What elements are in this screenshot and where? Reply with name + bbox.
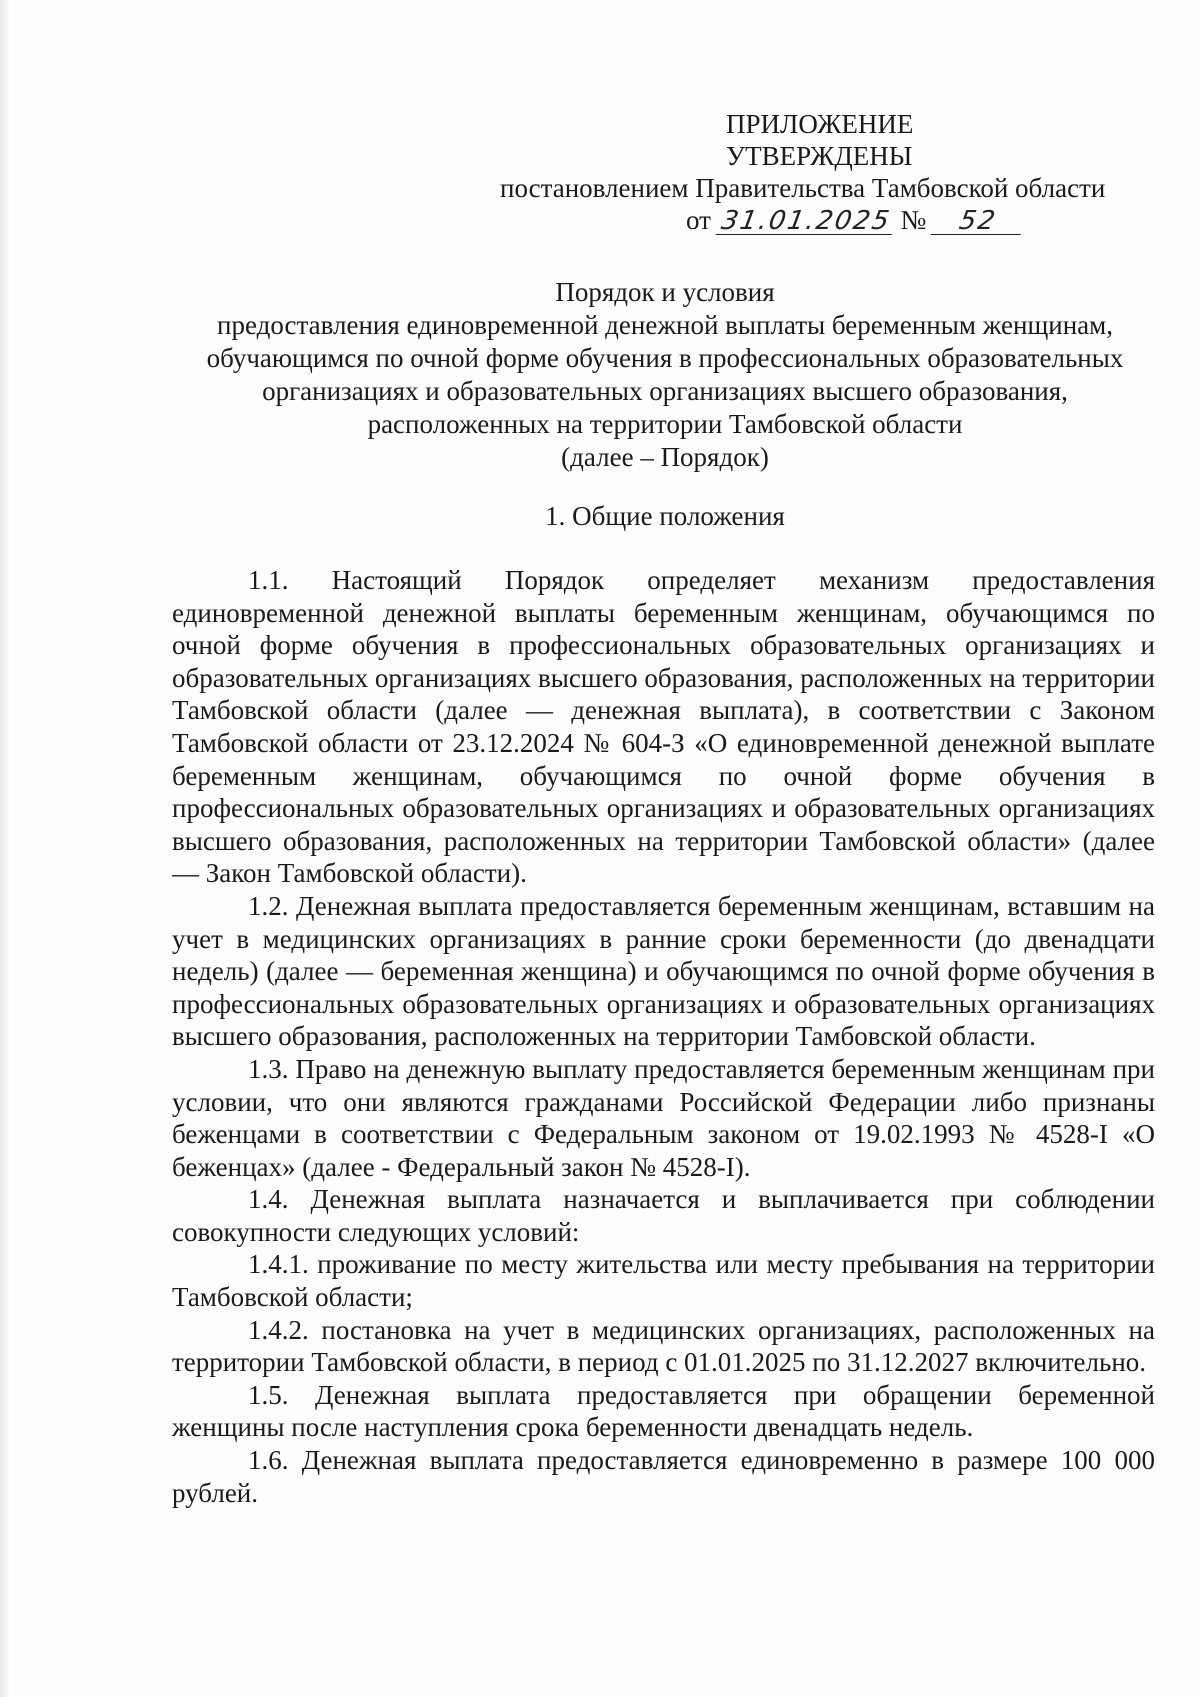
paragraph-1-6: 1.6. Денежная выплата предоставляется единовременно в размере 100 000 рублей. xyxy=(172,1445,1155,1508)
title-line: организациях и образовательных организациях высшего образования, xyxy=(262,376,1068,406)
approval-block xyxy=(500,108,1160,236)
decree-line: постановлением Правительства Тамбовской области xyxy=(500,173,1106,203)
number-sign: № xyxy=(900,205,927,235)
handwritten-date: 31.01.2025 xyxy=(715,208,896,235)
date-prefix: от xyxy=(686,205,711,235)
appendix-label: ПРИЛОЖЕНИЕ xyxy=(726,109,914,139)
document-title xyxy=(160,276,1170,474)
section-heading: 1. Общие положения xyxy=(545,501,785,531)
scan-edge xyxy=(0,0,10,1697)
paragraph-1-2: 1.2. Денежная выплата предоставляется беременным женщинам, вставшим на учет в медицинских организациях в ранние сроки беременности (до двенадцати недель) (далее — беременная женщина) и обучающимся по очной форме обучения в профессиональных образовательных организациях и образовательных организациях высшего образования, расположенных на территории Тамбовской области. xyxy=(172,890,1155,1052)
paragraph-1-4-2: 1.4.2. постановка на учет в медицинских организациях, расположенных на территории Тамбовской области, в период с 01.01.2025 по 31.12.2027 включительно. xyxy=(172,1314,1155,1378)
title-line: расположенных на территории Тамбовской области xyxy=(367,409,963,439)
paragraph-1-4: 1.4. Денежная выплата назначается и выплачивается при соблюдении совокупности следующих условий: xyxy=(172,1184,1155,1247)
approved-label: УТВЕРЖДЕНЫ xyxy=(726,141,913,171)
title-line: Порядок и условия xyxy=(555,277,775,307)
decree-date-line xyxy=(500,204,1160,236)
handwritten-number: 52 xyxy=(931,208,1026,235)
title-line: предоставления единовременной денежной выплаты беременным женщинам, xyxy=(217,310,1113,340)
paragraph-1-1: 1.1. Настоящий Порядок определяет механизм предоставления единовременной денежной выплаты беременным женщинам, обучающимся по очной форме обучения в профессиональных образовательных организациях и образовательных организациях высшего образования, расположенных на территории Тамбовской области (далее — денежная выплата), в соответствии с Законом Тамбовской области от 23.12.2024 № 604-З «О единовременной денежной выплате беременным женщинам, обучающимся по очной форме обучения в профессиональных образовательных организациях и образовательных организациях высшего образования, расположенных на территории Тамбовской области» (далее — Закон Тамбовской области). xyxy=(172,565,1155,889)
paragraph-1-5: 1.5. Денежная выплата предоставляется при обращении беременной женщины после наступления срока беременности двенадцать недель. xyxy=(172,1379,1155,1443)
section-body xyxy=(172,564,1155,1509)
paragraph-1-4-1: 1.4.1. проживание по месту жительства или месту пребывания на территории Тамбовской области; xyxy=(172,1249,1155,1313)
title-line: обучающимся по очной форме обучения в профессиональных образовательных xyxy=(206,343,1124,373)
paragraph-1-3: 1.3. Право на денежную выплату предоставляется беременным женщинам при условии, что они являются гражданами Российской Федерации либо признаны беженцами в соответствии с Федеральным законом от 19.02.1993 № 4528-I «О беженцах» (далее - Федеральный закон № 4528-I). xyxy=(172,1053,1155,1182)
title-line: (далее – Порядок) xyxy=(561,442,769,472)
